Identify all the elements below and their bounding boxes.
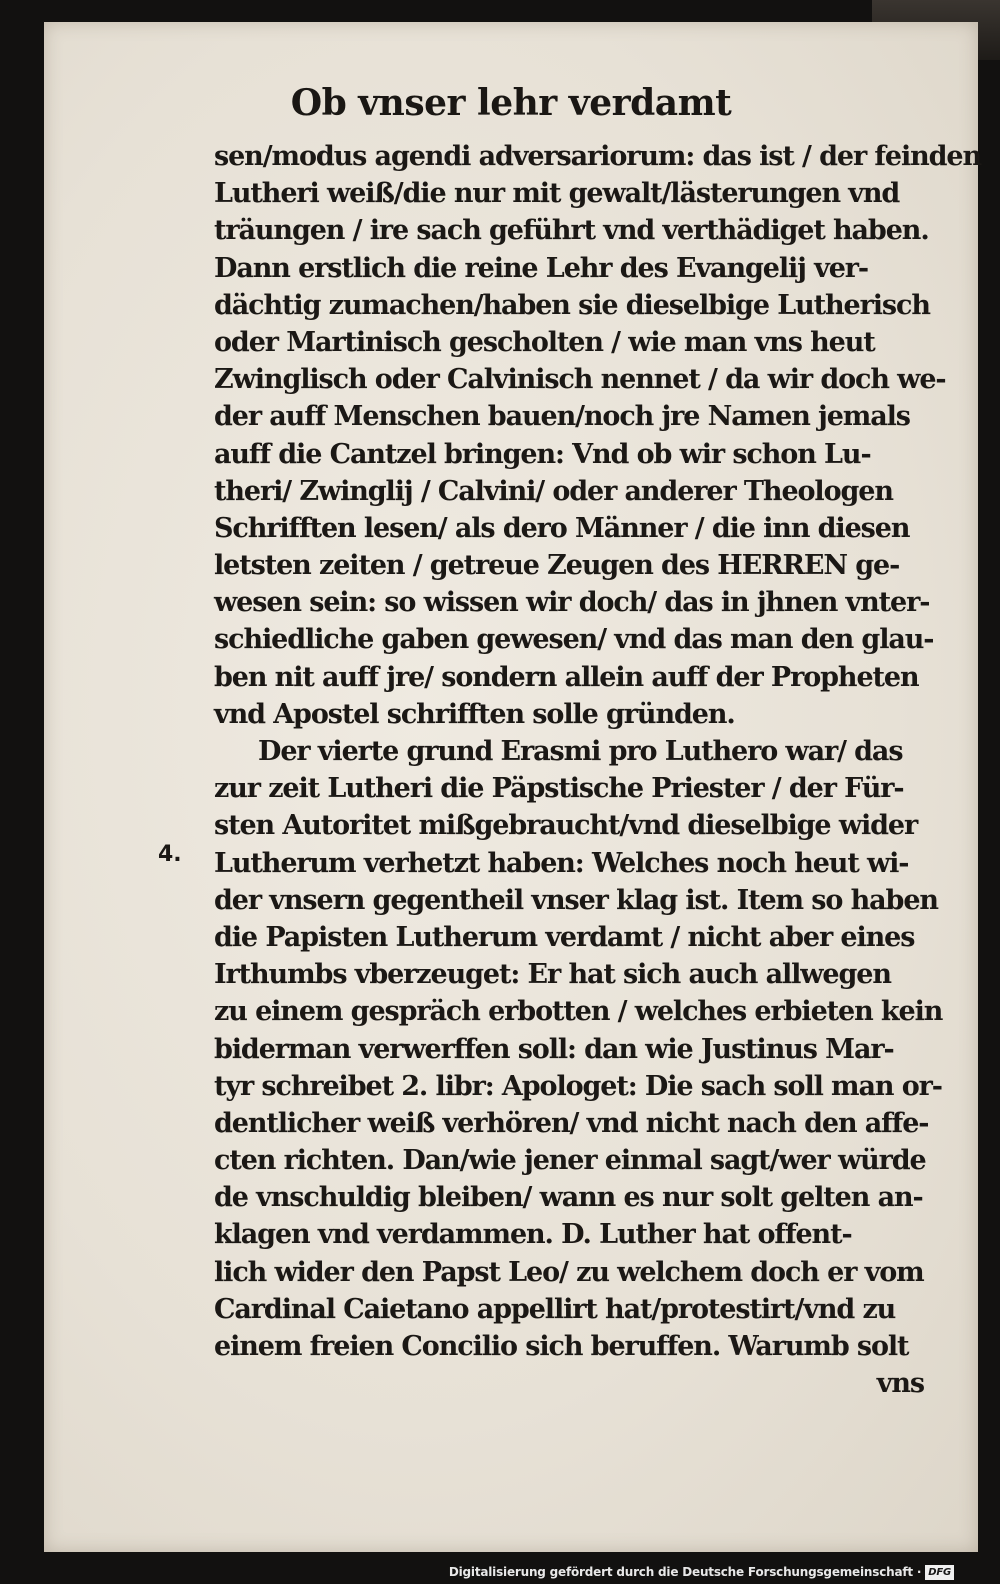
text-line: Lutheri weiß/die nur mit gewalt/lästerungen vnd bbox=[214, 178, 900, 210]
text-line: tyr schreibet 2. libr: Apologet: Die sach soll man or- bbox=[214, 1070, 942, 1102]
text-line: der auff Menschen bauen/noch jre Namen jemals bbox=[214, 401, 910, 433]
text-line: zur zeit Lutheri die Päpstische Priester / der Für- bbox=[214, 773, 904, 805]
text-line: ben nit auff jre/ sondern allein auff der Propheten bbox=[214, 661, 919, 693]
dfg-logo-icon: DFG bbox=[925, 1565, 954, 1580]
text-line: biderman verwerffen soll: dan wie Justinus Mar- bbox=[214, 1033, 894, 1065]
text-line: Zwinglisch oder Calvinisch nennet / da wir doch we- bbox=[214, 364, 946, 396]
text-line: zu einem gespräch erbotten / welches erbieten kein bbox=[214, 996, 943, 1028]
text-line: schiedliche gaben gewesen/ vnd das man den glau- bbox=[214, 624, 934, 656]
text-line: klagen vnd verdammen. D. Luther hat offent- bbox=[214, 1219, 852, 1251]
text-line: Lutherum verhetzt haben: Welches noch heut wi- bbox=[214, 847, 909, 879]
text-line: sten Autoritet mißgebraucht/vnd dieselbige wider bbox=[214, 810, 918, 842]
text-line: vnd Apostel schrifften solle gründen. bbox=[214, 698, 735, 730]
margin-note-number: 4. bbox=[158, 842, 182, 867]
text-line: wesen sein: so wissen wir doch/ das in jhnen vnter- bbox=[214, 587, 930, 619]
text-line: letsten zeiten / getreue Zeugen des HERREN ge- bbox=[214, 550, 900, 582]
text-line: Cardinal Caietano appellirt hat/protestirt/vnd zu bbox=[214, 1293, 896, 1325]
text-line: oder Martinisch gescholten / wie man vns heut bbox=[214, 326, 875, 358]
text-line: cten richten. Dan/wie jener einmal sagt/wer würde bbox=[214, 1145, 926, 1177]
body-text bbox=[214, 138, 982, 1402]
text-line: die Papisten Lutherum verdamt / nicht aber eines bbox=[214, 921, 915, 953]
digitization-credit bbox=[449, 1563, 954, 1581]
text-line: sen/modus agendi adversariorum: das ist / der feinden bbox=[214, 141, 982, 172]
text-line: träungen / ire sach geführt vnd verthädiget haben. bbox=[214, 215, 929, 247]
text-line: theri/ Zwinglij / Calvini/ oder anderer Theologen bbox=[214, 475, 893, 507]
text-line: dentlicher weiß verhören/ vnd nicht nach den affe- bbox=[214, 1107, 929, 1139]
credit-text: Digitalisierung gefördert durch die Deutsche Forschungsgemeinschaft · bbox=[448, 1565, 922, 1579]
page-running-title: Ob vnser lehr verdamt bbox=[290, 82, 732, 124]
text-line: Schrifften lesen/ als dero Männer / die inn diesen bbox=[214, 512, 910, 544]
text-line: Irthumbs vberzeuget: Er hat sich auch allwegen bbox=[214, 959, 891, 991]
catchword: vns bbox=[876, 1368, 924, 1400]
text-line: der vnsern gegentheil vnser klag ist. Item so haben bbox=[214, 884, 938, 916]
text-line: Dann erstlich die reine Lehr des Evangelij ver- bbox=[214, 252, 869, 284]
text-line: Der vierte grund Erasmi pro Luthero war/ das bbox=[258, 736, 903, 767]
text-line: auff die Cantzel bringen: Vnd ob wir schon Lu- bbox=[214, 438, 871, 470]
text-line: einem freien Concilio sich beruffen. Warumb solt bbox=[214, 1331, 909, 1362]
text-line: lich wider den Papst Leo/ zu welchem doch er vom bbox=[214, 1256, 924, 1288]
text-line: dächtig zumachen/haben sie dieselbige Lutherisch bbox=[214, 289, 930, 321]
text-line: de vnschuldig bleiben/ wann es nur solt gelten an- bbox=[214, 1182, 923, 1214]
